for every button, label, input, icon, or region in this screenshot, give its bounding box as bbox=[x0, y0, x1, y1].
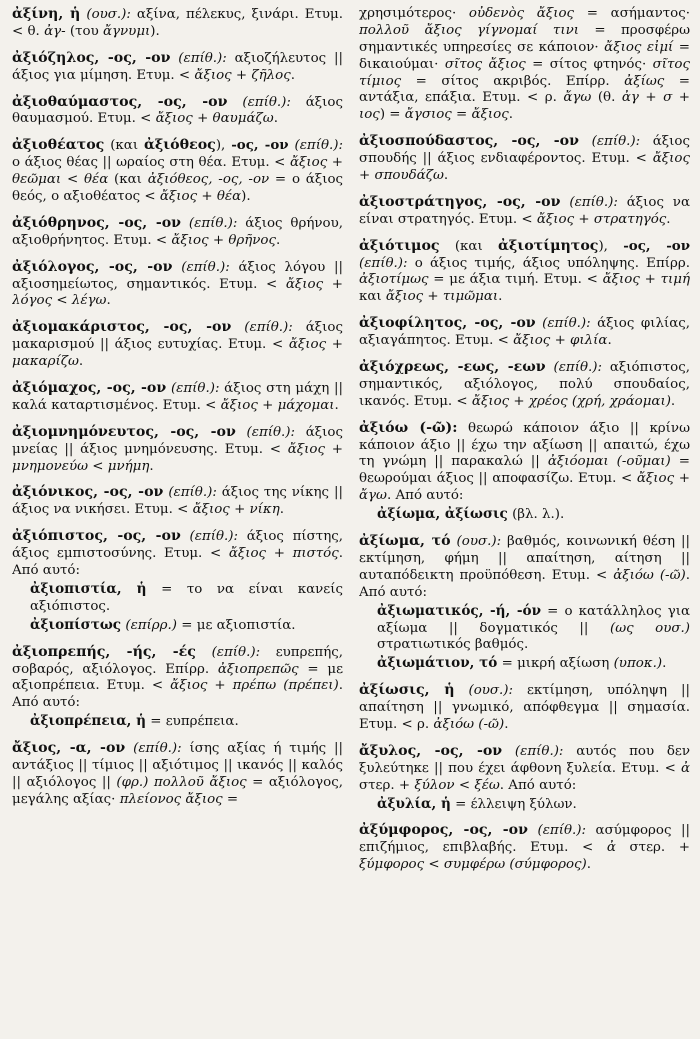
headword: ἀξιότιμος bbox=[359, 237, 440, 254]
headword: ἀξιοπιστία, ἡ bbox=[30, 580, 147, 597]
sub-entry: ἀξιωματικός, -ή, -όν = ο κατάλληλος για αξίωμα || δογματικός || (ως ουσ.) στρατιωτικός βαθμός. bbox=[377, 602, 690, 653]
italic-text: ἄξιος + σπουδάζω bbox=[359, 151, 690, 184]
italic-text: ἄξιος + μνημονεύω bbox=[12, 441, 343, 474]
dictionary-entry: ἀξιοφίλητος, -ος, -ον (επίθ.): άξιος φιλίας, αξιαγάπητος. Ετυμ. < ἄξιος + φιλία. bbox=[359, 315, 690, 349]
italic-text: (επίθ.): bbox=[553, 360, 602, 376]
sub-entry: ἀξιωμάτιον, τό = μικρή αξίωση (υποκ.). bbox=[377, 655, 667, 672]
headword: ἀξιοστράτηγος, -ος, -ον bbox=[359, 193, 561, 210]
headword: ἀξίωμα, ἀξίωσις bbox=[377, 506, 508, 523]
italic-text: ξύλον bbox=[414, 777, 455, 793]
italic-text: σῖτος ἄξιος bbox=[444, 56, 526, 72]
italic-text: ξέω bbox=[474, 777, 500, 793]
dictionary-entry: ἀξιόλογος, -ος, -ον (επίθ.): άξιος λόγου || αξιοσημείωτος, σημαντικός. Ετυμ. < ἄξιος + λόγος < λέγω. bbox=[12, 258, 343, 309]
italic-text: (επίθ.): bbox=[542, 316, 591, 332]
headword: ἀξιόω (-ῶ): bbox=[359, 419, 458, 436]
italic-text: (ουσ.): bbox=[86, 7, 131, 22]
dictionary-entry: ἀξιοσπούδαστος, -ος, -ον (επίθ.): άξιος σπουδής || άξιος ενδιαφέροντος. Ετυμ. < ἄξιος + σπουδάζω. bbox=[359, 133, 690, 184]
italic-text: ἀ bbox=[606, 840, 616, 856]
italic-text: (ως ουσ.) bbox=[609, 620, 690, 636]
italic-text: ἀξιόομαι (-οῦμαι) bbox=[547, 454, 671, 470]
italic-text: ἄξιος + μακαρίζω bbox=[12, 337, 343, 370]
italic-text: συμφέρω (σύμφορος) bbox=[443, 857, 587, 873]
italic-text: (επίθ.): bbox=[514, 743, 564, 759]
italic-text: (επίθ.): bbox=[168, 485, 217, 501]
italic-text: ἀξιοπρεπῶς bbox=[217, 661, 299, 677]
headword: ἀξιόμαχος, -ος, -ον bbox=[12, 380, 167, 397]
italic-text: (επίθ.): bbox=[359, 255, 408, 271]
italic-text: μνήμη bbox=[107, 458, 150, 474]
italic-text: ἄξιος + ζῆλος bbox=[194, 67, 291, 83]
italic-text: (επίθ.): bbox=[189, 529, 239, 545]
headword: ἀξιοπρέπεια, ἡ bbox=[30, 713, 147, 730]
italic-text: ἄξιος bbox=[471, 107, 509, 123]
italic-text: οὐδενὸς ἄξιος bbox=[468, 6, 575, 21]
italic-text: ἄγσιος bbox=[404, 107, 452, 123]
dictionary-entry: ἀξίνη, ἡ (ουσ.): αξίνα, πέλεκυς, ξινάρι. Ετυμ. < θ. ἀγ- (του ἄγνυμι). bbox=[12, 6, 343, 39]
dictionary-entry: ἀξιομακάριστος, -ος, -ον (επίθ.): άξιος μακαρισμού || άξιος ευτυχίας. Ετυμ. < ἄξιος + μακαρίζω. bbox=[12, 319, 343, 370]
dictionary-entry-continued: χρησιμότερος· οὐδενὸς ἄξιος = ασήμαντος· πολλοῦ ἄξιος γίγνομαί τινι = προσφέρω σημαντικές υπηρεσίες σε κάποιον· ἄξιος εἰμί = δικαιούμαι· σῖτος ἄξιος = σίτος φτηνός· σῖτος τίμιος = σίτος ακριβός. Επίρρ. ἀξίως = αντάξια, επάξια. Ετυμ. < ρ. ἄγω (θ. ἀγ + σ + ιος) = ἄγσιος = ἄξιος. bbox=[359, 6, 690, 123]
dictionary-entry: ἀξιόω (-ῶ): θεωρώ κάποιον άξιο || κρίνω κάποιον άξιο || έχω την αξίωση || απαιτώ, έχω τη γνώμη || παρακαλώ || ἀξιόομαι (-οῦμαι) = θεωρούμαι άξιος || αποφασίζω. Ετυμ. < ἄξιος + ἄγω. Από αυτό: ἀξίωμα, ἀξίωσις (βλ. λ.). bbox=[359, 419, 690, 523]
headword: ἀξίωσις, ἡ bbox=[359, 682, 455, 699]
italic-text: (επίθ.): bbox=[181, 259, 230, 275]
headword: ἀξιωματικός, -ή, -όν bbox=[377, 602, 542, 619]
headword: ἀξιοθέατος bbox=[12, 137, 105, 154]
italic-text: (επίθ.): bbox=[211, 644, 261, 660]
sub-entry: ἀξυλία, ἡ = έλλειψη ξύλων. bbox=[377, 795, 577, 812]
italic-text: ἄξιος + πρέπω (πρέπει) bbox=[170, 678, 339, 694]
italic-text: ἄξιος + πιστός bbox=[228, 546, 339, 562]
italic-text: (επίθ.): bbox=[170, 381, 220, 397]
italic-text: ἄξιος εἰμί bbox=[604, 39, 674, 55]
sub-entry: ἀξιοπίστως (επίρρ.) = με αξιοπιστία. bbox=[30, 616, 296, 633]
headword: ἀξίωμα, τό bbox=[359, 533, 451, 550]
headword: ἀξιόζηλος, -ος, -ον bbox=[12, 49, 171, 66]
italic-text: ἄξιος + θεῶμαι bbox=[12, 155, 343, 188]
sub-entry: ἀξιοπρέπεια, ἡ = ευπρέπεια. bbox=[30, 713, 239, 730]
headword: ἀξιοπίστως bbox=[30, 616, 122, 633]
dictionary-entry: ἀξιότιμος (και ἀξιοτίμητος), -ος, -ον (επίθ.): ο άξιος τιμής, άξιος υπόληψης. Επίρρ. ἀξιοτίμως = με άξια τιμή. Ετυμ. < ἄξιος + τιμή και ἄξιος + τιμῶμαι. bbox=[359, 237, 690, 305]
dictionary-entry: ἀξιόμαχος, -ος, -ον (επίθ.): άξιος στη μάχη || καλά καταρτισμένος. Ετυμ. < ἄξιος + μάχομαι. bbox=[12, 380, 343, 413]
italic-text: ἀγ- bbox=[44, 23, 66, 39]
italic-text: ἄγνυμι bbox=[103, 23, 151, 39]
right-column bbox=[359, 6, 690, 1039]
italic-text: ἀξιοτίμως bbox=[359, 272, 429, 288]
italic-text: (επίθ.): bbox=[244, 320, 293, 336]
headword: ἀξιόχρεως, -εως, -εων bbox=[359, 359, 546, 376]
dictionary-entry: ἀξιοπρεπής, -ής, -ές (επίθ.): ευπρεπής, σοβαρός, αξιόλογος. Επίρρ. ἀξιοπρεπῶς = με αξιοπρέπεια. Ετυμ. < ἄξιος + πρέπω (πρέπει). Από αυτό: ἀξιοπρέπεια, ἡ = ευπρέπεια. bbox=[12, 643, 343, 730]
italic-text: ἀγ + σ + ιος bbox=[359, 90, 690, 123]
italic-text: λέγω bbox=[71, 293, 107, 309]
headword: ἀξιόθεος bbox=[143, 137, 216, 154]
italic-text: (επίθ.): bbox=[178, 50, 227, 66]
headword: ἀξιόπιστος, -ος, -ον bbox=[12, 528, 181, 545]
italic-text: ἄξιος + στρατηγός bbox=[536, 211, 667, 227]
dictionary-entry: ἀξιόθρηνος, -ος, -ον (επίθ.): άξιος θρήνου, αξιοθρήνητος. Ετυμ. < ἄξιος + θρῆνος. bbox=[12, 214, 343, 248]
italic-text: (ουσ.): bbox=[456, 534, 502, 550]
italic-text: ἀ bbox=[680, 760, 690, 776]
sub-entry: ἀξιοπιστία, ἡ = το να είναι κανείς αξιόπιστος. bbox=[30, 580, 343, 614]
italic-text: πλείονος ἄξιος bbox=[119, 791, 223, 807]
dictionary-entry: ἀξιόζηλος, -ος, -ον (επίθ.): αξιοζήλευτος || άξιος για μίμηση. Ετυμ. < ἄξιος + ζῆλος. bbox=[12, 49, 343, 83]
italic-text: ἄξιος + θέα bbox=[159, 189, 242, 205]
italic-text: ἄξιος + τιμή bbox=[602, 272, 690, 288]
italic-text: σῖτος τίμιος bbox=[359, 56, 690, 89]
headword: ἀξιοθαύμαστος, -ος, -ον bbox=[12, 93, 228, 110]
sub-entry: ἀξίωμα, ἀξίωσις (βλ. λ.). bbox=[377, 506, 565, 523]
italic-text: (επίθ.): bbox=[591, 134, 641, 150]
headword: ἀξιόλογος, -ος, -ον bbox=[12, 258, 173, 275]
italic-text: (επίθ.): bbox=[133, 741, 182, 757]
headword: ἀξιωμάτιον, τό bbox=[377, 655, 498, 672]
italic-text: θέα bbox=[83, 172, 109, 188]
dictionary-entry: ἀξιομνημόνευτος, -ος, -ον (επίθ.): άξιος μνείας || άξιος μνημόνευσης. Ετυμ. < ἄξιος + μνημονεύω < μνήμη. bbox=[12, 423, 343, 474]
headword: ἀξύμφορος, -ος, -ον bbox=[359, 822, 528, 839]
italic-text: ἄγω bbox=[563, 90, 592, 106]
italic-text: ἄξιος + χρέος (χρή, χράομαι) bbox=[471, 393, 671, 409]
italic-text: ξύμφορος bbox=[359, 857, 425, 873]
italic-text: (υποκ.) bbox=[613, 656, 663, 672]
italic-text: ἀξιόω (-ῶ) bbox=[613, 567, 686, 583]
italic-text: ἄξιος + λόγος bbox=[12, 276, 343, 309]
dictionary-entry: ἀξιόπιστος, -ος, -ον (επίθ.): άξιος πίστης, άξιος εμπιστοσύνης. Ετυμ. < ἄξιος + πιστός. Από αυτό: ἀξιοπιστία, ἡ = το να είναι κανείς αξιόπιστος. ἀξιοπίστως (επίρρ.) = με αξιοπιστία. bbox=[12, 528, 343, 633]
dictionary-entry: ἀξιοθαύμαστος, -ος, -ον (επίθ.): άξιος θαυμασμού. Ετυμ. < ἄξιος + θαυμάζω. bbox=[12, 93, 343, 127]
italic-text: ἀξιόω (-ῶ) bbox=[433, 716, 505, 732]
dictionary-entry: ἀξίωμα, τό (ουσ.): βαθμός, κοινωνική θέση || εκτίμηση, φήμη || απαίτηση, αίτηση || αυταπόδεικτη προϋπόθεση. Ετυμ. < ἀξιόω (-ῶ). Από αυτό: ἀξιωματικός, -ή, -όν = ο κατάλληλος για αξίωμα || δογματικός || (ως ουσ.) στρατιωτικός βαθμός. ἀξιωμάτιον, τό = μικρή αξίωση (υποκ.). bbox=[359, 533, 690, 672]
italic-text: ἄξιος + θρῆνος bbox=[171, 232, 276, 248]
italic-text: ἀξίως bbox=[624, 73, 665, 89]
italic-text: ἄξιος + τιμῶμαι bbox=[385, 289, 499, 305]
italic-text: ἀξιόθεος, -ος, -ον bbox=[147, 172, 270, 188]
headword: ἀξιοπρεπής, -ής, -ές bbox=[12, 643, 196, 660]
italic-text: ἄξιος + μάχομαι bbox=[220, 397, 335, 413]
italic-text: (φρ.) πολλοῦ ἄξιος bbox=[116, 774, 247, 790]
headword: ἄξιος, -α, -ον bbox=[12, 740, 126, 757]
headword: ἀξιοσπούδαστος, -ος, -ον bbox=[359, 133, 579, 150]
italic-text: ἄξιος + θαυμάζω bbox=[155, 111, 274, 127]
dictionary-entry: ἄξιος, -α, -ον (επίθ.): ίσης αξίας ή τιμής || αντάξιος || τίμιος || αξιότιμος || ικανός || καλός || αξιόλογος || (φρ.) πολλοῦ ἄξιος = αξιόλογος, μεγάλης αξίας· πλείονος ἄξιος = bbox=[12, 740, 343, 807]
italic-text: πολλοῦ ἄξιος γίγνομαί τινι bbox=[359, 22, 579, 38]
headword: ἀξυλία, ἡ bbox=[377, 795, 451, 812]
headword: ἀξιομνημόνευτος, -ος, -ον bbox=[12, 423, 236, 440]
bold-text: -ος, -ον bbox=[623, 237, 690, 254]
italic-text: ἄξιος + νίκη bbox=[192, 502, 280, 518]
left-column bbox=[12, 6, 343, 1039]
headword: ἀξιοτίμητος bbox=[498, 237, 599, 254]
italic-text: (επίθ.): bbox=[246, 424, 296, 440]
italic-text: (ουσ.): bbox=[468, 683, 514, 699]
headword: ἀξίνη, ἡ bbox=[12, 6, 81, 22]
italic-text: (επίθ.): bbox=[242, 94, 291, 110]
bold-text: -ος, -ον bbox=[231, 137, 289, 154]
dictionary-entry: ἀξιοθέατος (και ἀξιόθεος), -ος, -ον (επίθ.): ο άξιος θέας || ωραίος στη θέα. Ετυμ. < ἄξιος + θεῶμαι < θέα (και ἀξιόθεος, -ος, -ον = ο άξιος θεός, ο αξιοθέατος < ἄξιος + θέα). bbox=[12, 137, 343, 205]
italic-text: (επίρρ.) bbox=[125, 617, 178, 633]
italic-text: ἄξιος + ἄγω bbox=[359, 471, 690, 504]
headword: ἀξιομακάριστος, -ος, -ον bbox=[12, 319, 232, 336]
dictionary-entry: ἀξίωσις, ἡ (ουσ.): εκτίμηση, υπόληψη || απαίτηση || γνωμικό, απόφθεγμα || σημασία. Ετυμ. < ρ. ἀξιόω (-ῶ). bbox=[359, 682, 690, 732]
dictionary-entry: ἀξιόνικος, -ος, -ον (επίθ.): άξιος της νίκης || άξιος να νικήσει. Ετυμ. < ἄξιος + νίκη. bbox=[12, 484, 343, 518]
italic-text: (επίθ.): bbox=[537, 823, 586, 839]
dictionary-entry: ἄξυλος, -ος, -ον (επίθ.): αυτός που δεν ξυλεύτηκε || που έχει άφθονη ξυλεία. Ετυμ. < ἀ στερ. + ξύλον < ξέω. Από αυτό: ἀξυλία, ἡ = έλλειψη ξύλων. bbox=[359, 742, 690, 812]
dictionary-entry: ἀξιόχρεως, -εως, -εων (επίθ.): αξιόπιστος, σημαντικός, αξιόλογος, πολύ σπουδαίος, ικανός. Ετυμ. < ἄξιος + χρέος (χρή, χράομαι). bbox=[359, 359, 690, 409]
dictionary-entry: ἀξύμφορος, -ος, -ον (επίθ.): ασύμφορος || επιζήμιος, επιβλαβής. Ετυμ. < ἀ στερ. + ξύμφορος < συμφέρω (σύμφορος). bbox=[359, 822, 690, 873]
italic-text: (επίθ.): bbox=[294, 138, 343, 154]
headword: ἄξυλος, -ος, -ον bbox=[359, 742, 503, 759]
headword: ἀξιόνικος, -ος, -ον bbox=[12, 484, 164, 501]
headword: ἀξιοφίλητος, -ος, -ον bbox=[359, 315, 536, 332]
italic-text: (επίθ.): bbox=[569, 194, 618, 210]
italic-text: (επίθ.): bbox=[188, 215, 238, 231]
headword: ἀξιόθρηνος, -ος, -ον bbox=[12, 214, 182, 231]
dictionary-entry: ἀξιοστράτηγος, -ος, -ον (επίθ.): άξιος να είναι στρατηγός. Ετυμ. < ἄξιος + στρατηγός. bbox=[359, 193, 690, 227]
italic-text: ἄξιος + φιλία bbox=[513, 333, 608, 349]
